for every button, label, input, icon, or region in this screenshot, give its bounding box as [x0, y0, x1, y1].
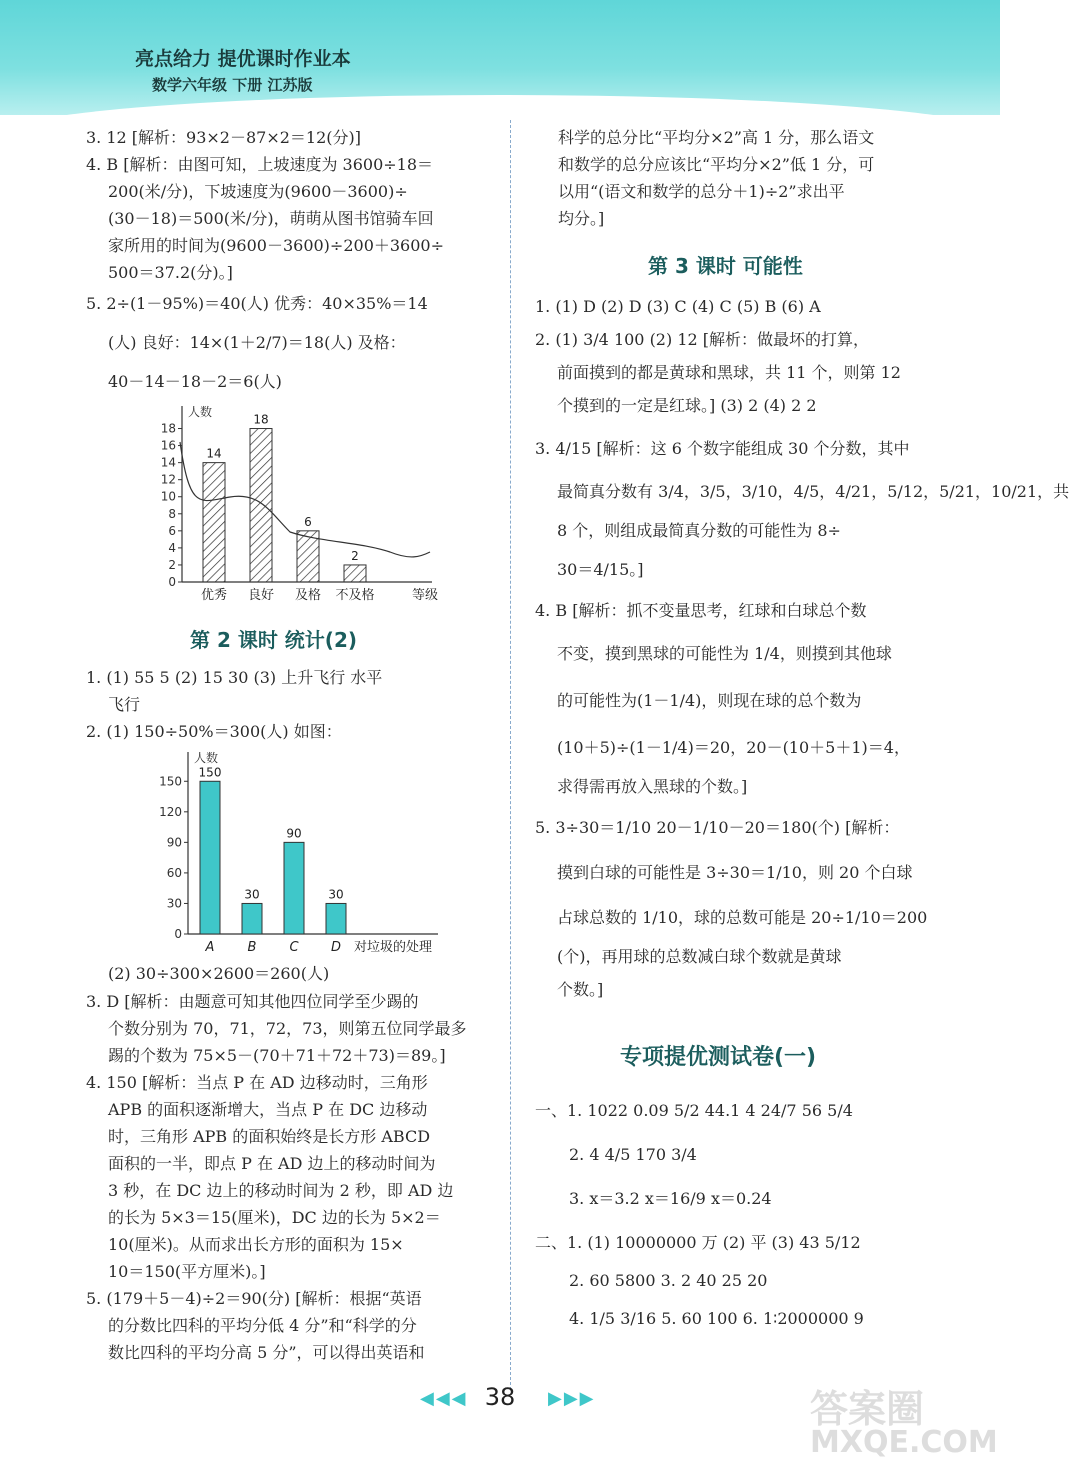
x-axis-label: 等级	[412, 588, 439, 603]
answer-line: 时，三角形 APB 的面积始终是长方形 ABCD	[108, 1127, 431, 1146]
y-tick-label: 90	[166, 835, 182, 850]
answer-line: 不变，摸到黑球的可能性为 1/4，则摸到其他球	[557, 644, 892, 663]
y-tick-label: 12	[160, 472, 176, 487]
category-label: 不及格	[335, 588, 375, 603]
answer-line: 个数分别为 70，71，72，73，则第五位同学最多	[108, 1019, 467, 1038]
answer-line: 3. 12 [解析：93×2－87×2＝12(分)]	[86, 128, 362, 147]
bar	[326, 903, 346, 934]
answer-line: 1. (1) D (2) D (3) C (4) C (5) B (6) A	[535, 297, 821, 316]
answer-line: 4. 150 [解析：当点 P 在 AD 边移动时，三角形	[86, 1073, 428, 1092]
answer-line: 5. 2÷(1－95%)＝40(人) 优秀：40×35%＝14	[86, 294, 428, 313]
garbage-bar-chart	[150, 744, 460, 962]
category-label: A	[205, 940, 215, 955]
answer-line: 以用“(语文和数学的总分＋1)÷2”求出平	[558, 182, 845, 201]
answer-line: 数比四科的平均分高 5 分”，可以得出英语和	[108, 1343, 425, 1362]
category-label: B	[247, 940, 257, 955]
answer-line: 最简真分数有 3/4，3/5，3/10，4/5，4/21，5/12，5/21，10/21，共	[557, 482, 1069, 501]
answer-line: 5. 3÷30＝1/10 20－1/10－20＝180(个) [解析：	[535, 818, 900, 837]
answer-line: 和数学的总分应该比“平均分×2”低 1 分，可	[558, 155, 875, 174]
y-tick-label: 60	[166, 865, 182, 880]
category-label: 及格	[294, 588, 322, 603]
y-tick-label: 10	[160, 489, 176, 504]
prev-arrows-icon: ◀◀◀	[420, 1388, 468, 1409]
answer-line: APB 的面积逐渐增大，当点 P 在 DC 边移动	[108, 1100, 428, 1119]
grade-bar-chart	[150, 392, 450, 612]
answer-line: (个)，再用球的总数减白球个数就是黄球	[557, 947, 842, 966]
answer-line: 500＝37.2(分)。]	[108, 263, 233, 282]
y-tick-label: 18	[160, 421, 176, 436]
answer-line: 4. B [解析：由图可知，上坡速度为 3600÷18＝	[86, 155, 434, 174]
y-tick-label: 14	[160, 455, 176, 470]
book-subtitle: 数学六年级 下册 江苏版	[152, 76, 313, 94]
bar	[242, 903, 262, 934]
answer-line: 家所用的时间为(9600－3600)÷200＋3600÷	[108, 236, 444, 255]
y-tick-label: 0	[168, 575, 176, 589]
y-tick-label: 16	[160, 438, 176, 453]
book-title: 亮点给力 提优课时作业本	[135, 48, 351, 70]
data-label: 6	[304, 514, 312, 529]
answer-line: 占球总数的 1/10，球的总数可能是 20÷1/10＝200	[557, 908, 928, 927]
data-label: 150	[198, 765, 222, 780]
left-answers-bottom	[86, 988, 467, 1366]
data-label: 90	[286, 826, 302, 841]
answer-line: 4. B [解析：抓不变量思考，红球和白球总个数	[535, 601, 867, 620]
answer-line: 10＝150(平方厘米)。]	[108, 1262, 266, 1281]
answer-line: 求得需再放入黑球的个数。]	[557, 777, 748, 796]
answer-line: 飞行	[108, 695, 141, 714]
left-answers-top	[86, 124, 444, 395]
y-axis-label: 人数	[194, 751, 219, 765]
answer-line: 4. 1/5 3/16 5. 60 100 6. 1∶2000000 9	[569, 1309, 864, 1328]
answer-line: 踢的个数为 75×5－(70＋71＋72＋73)＝89。]	[108, 1046, 446, 1065]
y-tick-label: 120	[159, 804, 182, 819]
right-answers-bottom	[535, 1092, 864, 1338]
bar	[200, 781, 220, 934]
category-label: D	[330, 940, 342, 955]
watermark-logo: 答案圈	[810, 1387, 925, 1431]
answer-line: 的分数比四科的平均分低 4 分”和“科学的分	[108, 1316, 417, 1335]
y-tick-label: 0	[174, 927, 182, 941]
answer-line: (30－18)＝500(米/分)，萌萌从图书馆骑车回	[108, 209, 434, 228]
x-axis-label: 对垃圾的处理	[354, 940, 433, 955]
answer-line: 科学的总分比“平均分×2”高 1 分，那么语文	[558, 128, 875, 147]
right-answers-top	[558, 124, 874, 232]
data-label: 14	[206, 446, 222, 461]
section-title-lesson2: 第 2 课时 统计(2)	[190, 628, 358, 652]
bar	[344, 565, 366, 582]
y-tick-label: 2	[168, 557, 176, 572]
section-title-test: 专项提优测试卷(一)	[620, 1045, 817, 1070]
answer-line: 10(厘米)。从而求出长方形的面积为 15×	[108, 1235, 404, 1254]
answer-line: 摸到白球的可能性是 3÷30＝1/10，则 20 个白球	[557, 863, 913, 882]
column-divider	[510, 120, 511, 1390]
answer-line: 个数。]	[557, 980, 604, 999]
data-label: 2	[351, 548, 359, 563]
category-label: 优秀	[200, 588, 228, 603]
answer-line: 二、1. (1) 10000000 万 (2) 平 (3) 43 5/12	[535, 1233, 861, 1252]
answer-line: 的可能性为(1－1/4)，则现在球的总个数为	[557, 691, 862, 710]
answer-line: 的长为 5×3＝15(厘米)，DC 边的长为 5×2＝	[108, 1208, 441, 1227]
answer-line: 200(米/分)，下坡速度为(9600－3600)÷	[108, 182, 408, 201]
y-tick-label: 30	[166, 896, 182, 911]
answer-line: (10＋5)÷(1－1/4)＝20，20－(10＋5＋1)＝4，	[557, 738, 910, 757]
answer-line: 2. (1) 3/4 100 (2) 12 [解析：做最坏的打算，	[535, 330, 870, 349]
left-answers-mid	[86, 664, 382, 745]
answer-line: 8 个，则组成最简真分数的可能性为 8÷	[557, 521, 841, 540]
answer-line: 面积的一半，即点 P 在 AD 边上的移动时间为	[108, 1154, 436, 1173]
data-label: 18	[253, 412, 269, 427]
category-label: 良好	[247, 588, 275, 603]
next-arrows-icon: ▶▶▶	[548, 1388, 596, 1409]
bar	[203, 463, 225, 582]
answer-line: 一、1. 1022 0.09 5/2 44.1 4 24/7 56 5/4	[535, 1101, 853, 1120]
section-title-lesson3: 第 3 课时 可能性	[648, 254, 803, 278]
answer-line: 3. x＝3.2 x＝16/9 x＝0.24	[569, 1189, 772, 1208]
answer-line: 30＝4/15。]	[557, 560, 644, 579]
answer-line: 2. 60 5800 3. 2 40 25 20	[569, 1271, 768, 1290]
y-tick-label: 8	[168, 506, 176, 521]
answer-line: 5. (179＋5－4)÷2＝90(分) [解析：根据“英语	[86, 1289, 422, 1308]
y-tick-label: 4	[168, 540, 176, 555]
answer-line: 1. (1) 55 5 (2) 15 30 (3) 上升飞行 水平	[86, 668, 383, 687]
page-number: 38	[484, 1383, 516, 1411]
watermark-url: MXQE.COM	[810, 1425, 998, 1460]
answer-line: 3. D [解析：由题意可知其他四位同学至少踢的	[86, 992, 419, 1011]
category-label: C	[289, 940, 299, 955]
answer-line: 个摸到的一定是红球。] (3) 2 (4) 2 2	[557, 396, 817, 415]
y-tick-label: 150	[159, 774, 182, 789]
bar	[250, 429, 272, 582]
answer-line: 2. 4 4/5 170 3/4	[569, 1145, 697, 1164]
chart2-answer: (2) 30÷300×2600＝260(人)	[108, 964, 330, 983]
answer-line: 前面摸到的都是黄球和黑球，共 11 个，则第 12	[557, 363, 901, 382]
answer-line: 40－14－18－2＝6(人)	[108, 372, 282, 391]
answer-line: 均分。]	[558, 209, 605, 228]
answer-line: (人) 良好：14×(1＋2/7)＝18(人) 及格：	[108, 333, 406, 352]
y-tick-label: 6	[168, 523, 176, 538]
y-axis-label: 人数	[188, 405, 213, 419]
data-label: 30	[244, 887, 260, 902]
answer-line: 3. 4/15 [解析：这 6 个数字能组成 30 个分数，其中	[535, 439, 910, 458]
bar	[284, 842, 304, 934]
right-answers-mid	[535, 290, 1069, 1006]
data-label: 30	[328, 887, 344, 902]
answer-line: 2. (1) 150÷50%＝300(人) 如图：	[86, 722, 342, 741]
answer-line: 3 秒，在 DC 边上的移动时间为 2 秒，即 AD 边	[108, 1181, 454, 1200]
